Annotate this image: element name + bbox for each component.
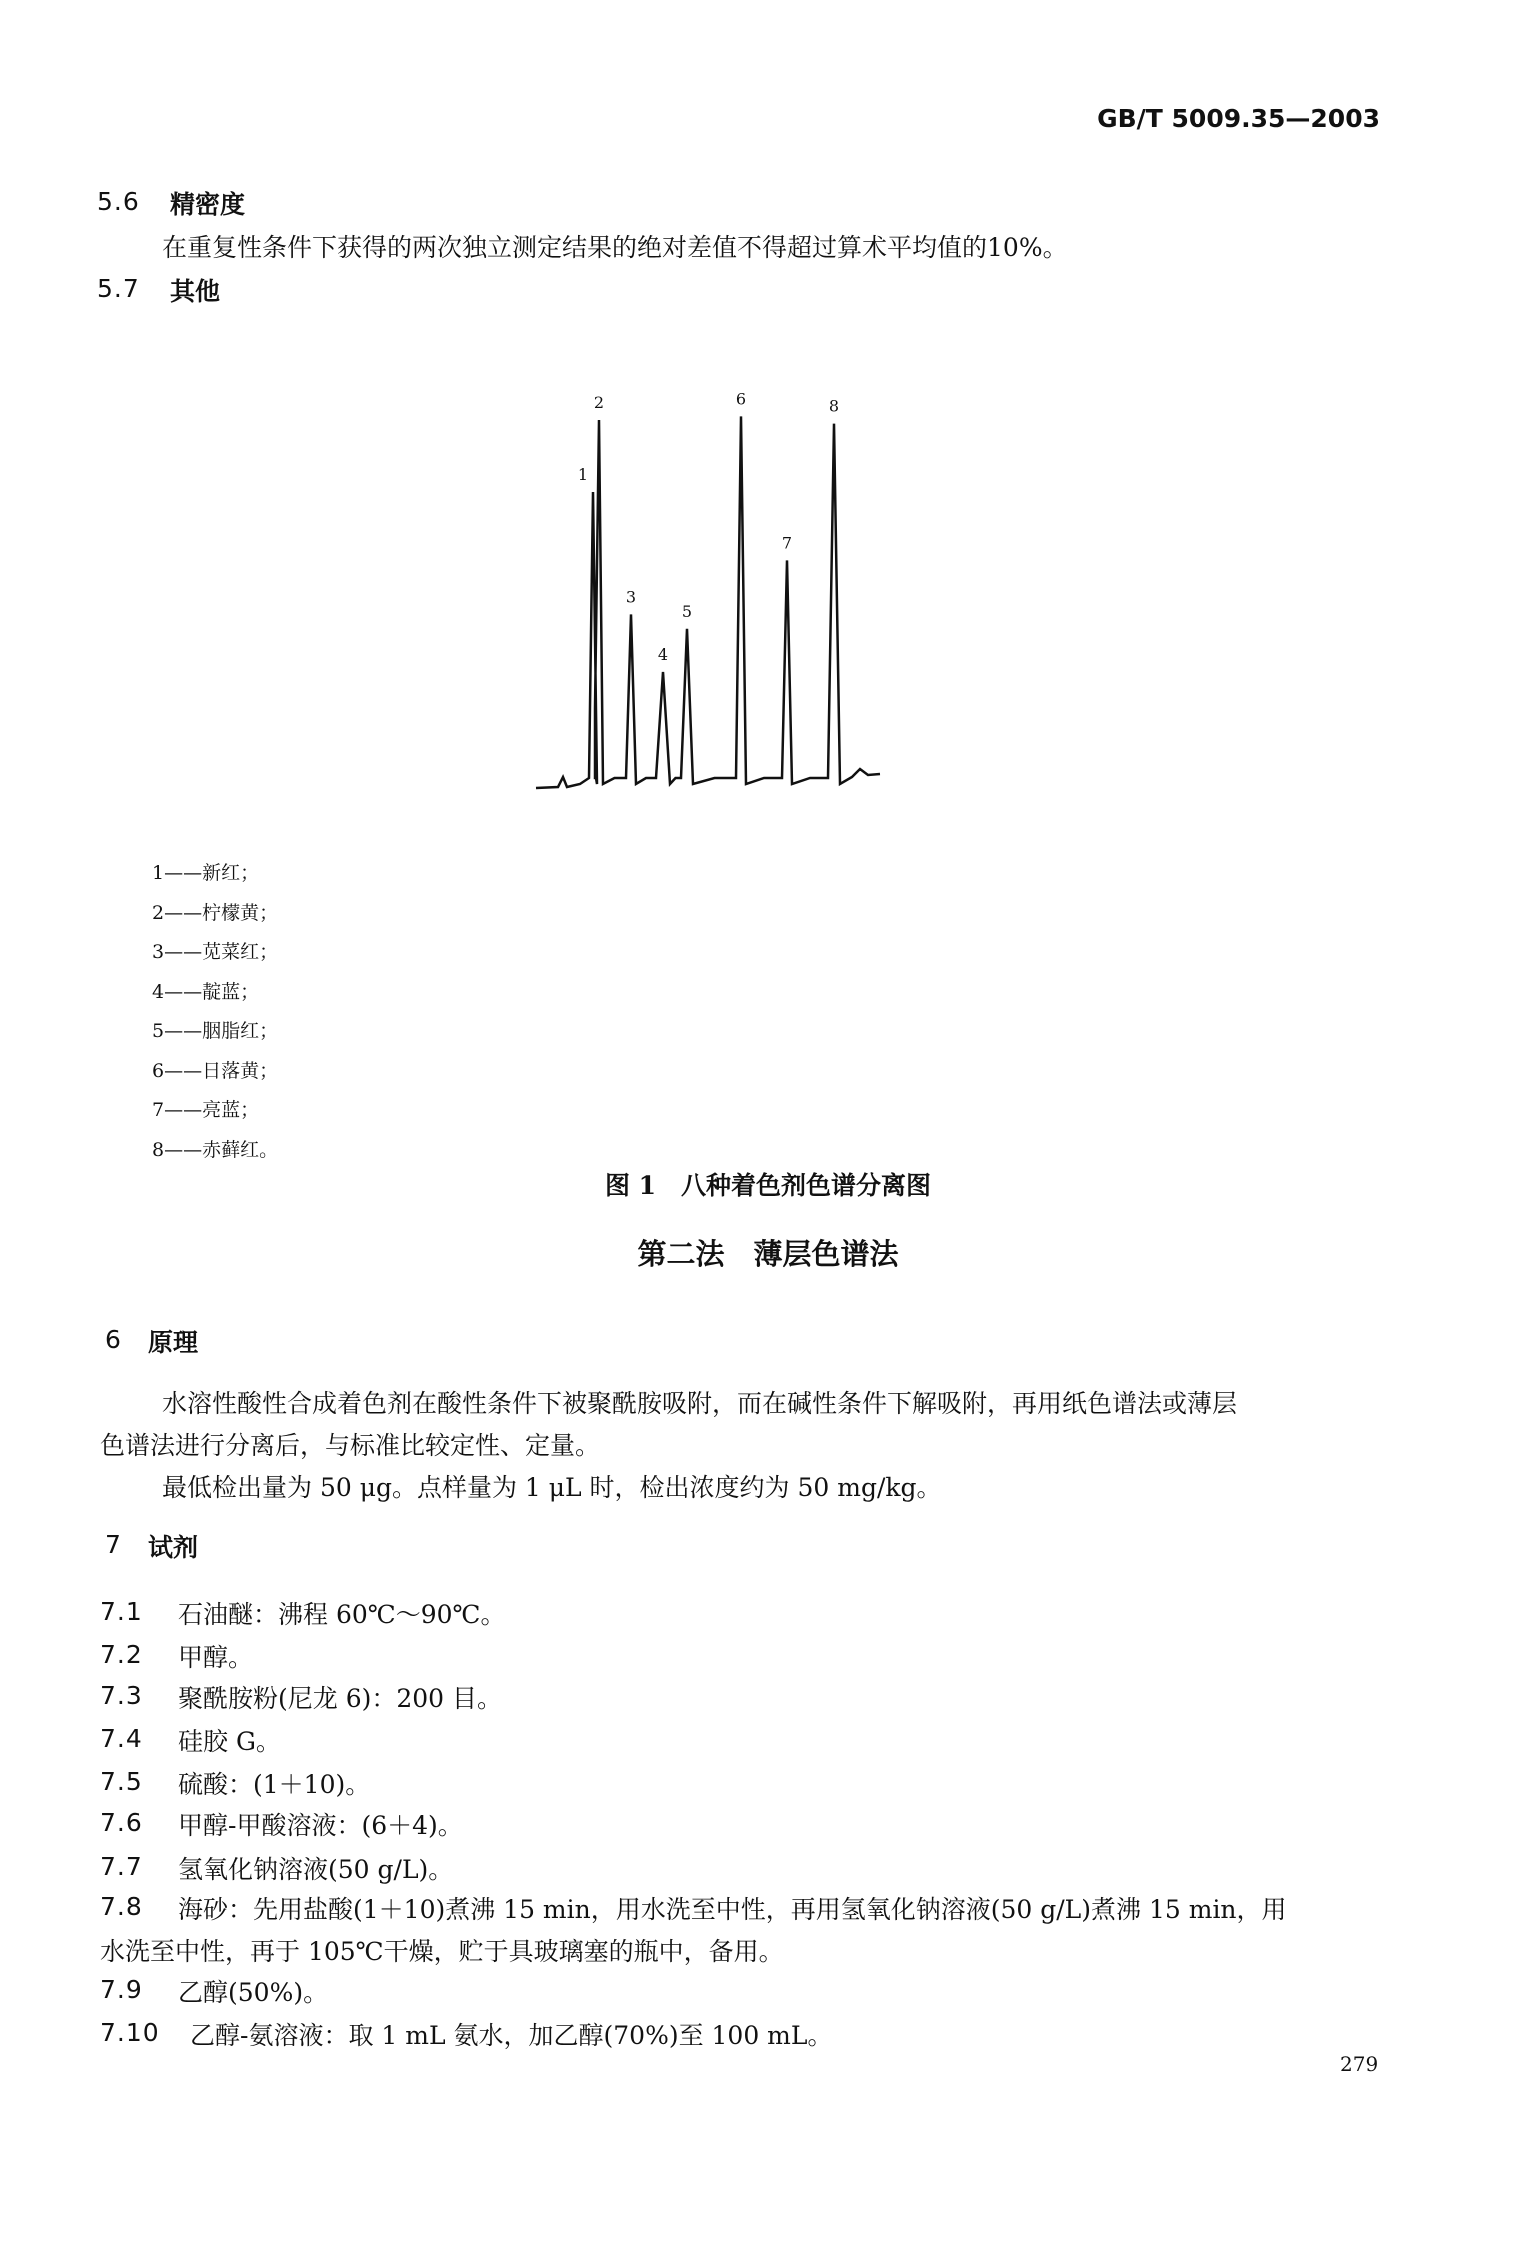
section-7-title: 试剂 (148, 1533, 199, 1562)
reagent-text: 石油醚：沸程 60℃～90℃。 (178, 1600, 506, 1629)
legend-item-name: 亮蓝； (202, 1099, 260, 1121)
reagent-number: 7.10 (100, 2018, 160, 2047)
legend-item (152, 1016, 278, 1043)
legend-item-dash: —— (164, 980, 203, 1003)
section-7-number: 7 (105, 1530, 122, 1559)
section-5-7-number: 5.7 (97, 274, 140, 303)
legend-item-dash: —— (164, 941, 203, 963)
peak-label: 6 (735, 389, 747, 409)
legend-item (152, 1135, 278, 1162)
legend-item-number: 2 (152, 901, 165, 924)
reagent-text: 硫酸：(1＋10)。 (178, 1770, 371, 1799)
legend-item-dash: —— (164, 1099, 203, 1121)
reagent-text: 甲醇。 (178, 1643, 254, 1672)
section-6-title: 原理 (148, 1328, 199, 1357)
section-5-6-number: 5.6 (97, 187, 140, 216)
peak-label: 7 (781, 533, 793, 553)
legend-item-name: 新红； (202, 862, 260, 884)
section-5-7-title: 其他 (170, 277, 221, 306)
legend-item-dash: —— (164, 901, 203, 924)
page-number: 279 (1340, 2052, 1379, 2076)
legend-item-name: 日落黄； (202, 1059, 279, 1082)
chromatogram-figure (530, 325, 890, 805)
reagent-number: 7.5 (100, 1767, 143, 1796)
legend-item (152, 937, 278, 964)
reagent-text: 甲醇-甲酸溶液：(6＋4)。 (178, 1811, 463, 1840)
reagent-text: 海砂：先用盐酸(1＋10)煮沸 15 min，用水洗至中性，再用氢氧化钠溶液(50 g/L)煮沸 15 min，用 (178, 1895, 1287, 1924)
legend-item-number: 6 (152, 1059, 165, 1082)
legend-item-number: 4 (152, 980, 165, 1003)
figure-caption: 图 1 八种着色剂色谱分离图 (604, 1171, 932, 1200)
legend-item (152, 1056, 278, 1083)
peak-label: 5 (681, 601, 693, 621)
reagent-text: 氢氧化钠溶液(50 g/L)。 (178, 1855, 454, 1884)
section-6-para2: 最低检出量为 50 μg。点样量为 1 μL 时，检出浓度约为 50 mg/kg。 (162, 1473, 942, 1502)
reagent-number: 7.4 (100, 1724, 143, 1753)
legend-item-name: 柠檬黄； (202, 901, 279, 924)
reagent-number: 7.7 (100, 1852, 143, 1881)
legend-item-name: 胭脂红； (202, 1020, 279, 1042)
reagent-number: 7.6 (100, 1808, 143, 1837)
legend-item-dash: —— (164, 1138, 203, 1161)
peak-label: 1 (577, 465, 589, 484)
reagent-text-continued: 水洗至中性，再于 105℃干燥，贮于具玻璃塞的瓶中，备用。 (100, 1937, 784, 1966)
legend-item (152, 898, 278, 925)
legend-item-number: 7 (152, 1099, 165, 1121)
legend-item (152, 977, 259, 1004)
section-6-para1-line1: 水溶性酸性合成着色剂在酸性条件下被聚酰胺吸附，而在碱性条件下解吸附，再用纸色谱法或薄层 (162, 1389, 1238, 1418)
reagent-number: 7.1 (100, 1597, 143, 1626)
legend-item (152, 858, 259, 885)
peak-label: 8 (828, 396, 840, 416)
standard-number: GB/T 5009.35—2003 (1097, 104, 1380, 133)
peak-label: 4 (657, 645, 669, 664)
reagent-number: 7.3 (100, 1681, 143, 1710)
legend-item-name: 苋菜红； (202, 941, 279, 963)
reagent-text: 硅胶 G。 (178, 1727, 281, 1756)
reagent-text: 乙醇(50%)。 (178, 1978, 329, 2007)
section-5-6-title: 精密度 (170, 190, 246, 219)
legend-item-name: 赤藓红。 (202, 1138, 279, 1161)
legend-item-number: 5 (152, 1020, 165, 1042)
legend-item-number: 1 (152, 862, 165, 884)
reagent-number: 7.2 (100, 1640, 143, 1669)
peak-label: 2 (593, 393, 605, 412)
legend-item-dash: —— (164, 862, 203, 884)
section-6-number: 6 (105, 1325, 122, 1354)
legend-item (152, 1095, 259, 1122)
method-title: 第二法 薄层色谱法 (637, 1237, 899, 1271)
section-5-6-text: 在重复性条件下获得的两次独立测定结果的绝对差值不得超过算术平均值的10%。 (162, 233, 1068, 262)
reagent-number: 7.9 (100, 1975, 143, 2004)
reagent-text: 聚酰胺粉(尼龙 6)：200 目。 (178, 1684, 503, 1713)
legend-item-number: 8 (152, 1138, 165, 1161)
peak-label: 3 (625, 587, 637, 607)
reagent-text: 乙醇-氨溶液：取 1 mL 氨水，加乙醇(70%)至 100 mL。 (190, 2021, 833, 2050)
legend-item-name: 靛蓝； (202, 980, 260, 1003)
section-6-para1-line2: 色谱法进行分离后，与标准比较定性、定量。 (100, 1431, 601, 1460)
legend-item-dash: —— (164, 1020, 203, 1042)
legend-item-number: 3 (152, 941, 165, 963)
reagent-number: 7.8 (100, 1892, 143, 1921)
legend-item-dash: —— (164, 1059, 203, 1082)
